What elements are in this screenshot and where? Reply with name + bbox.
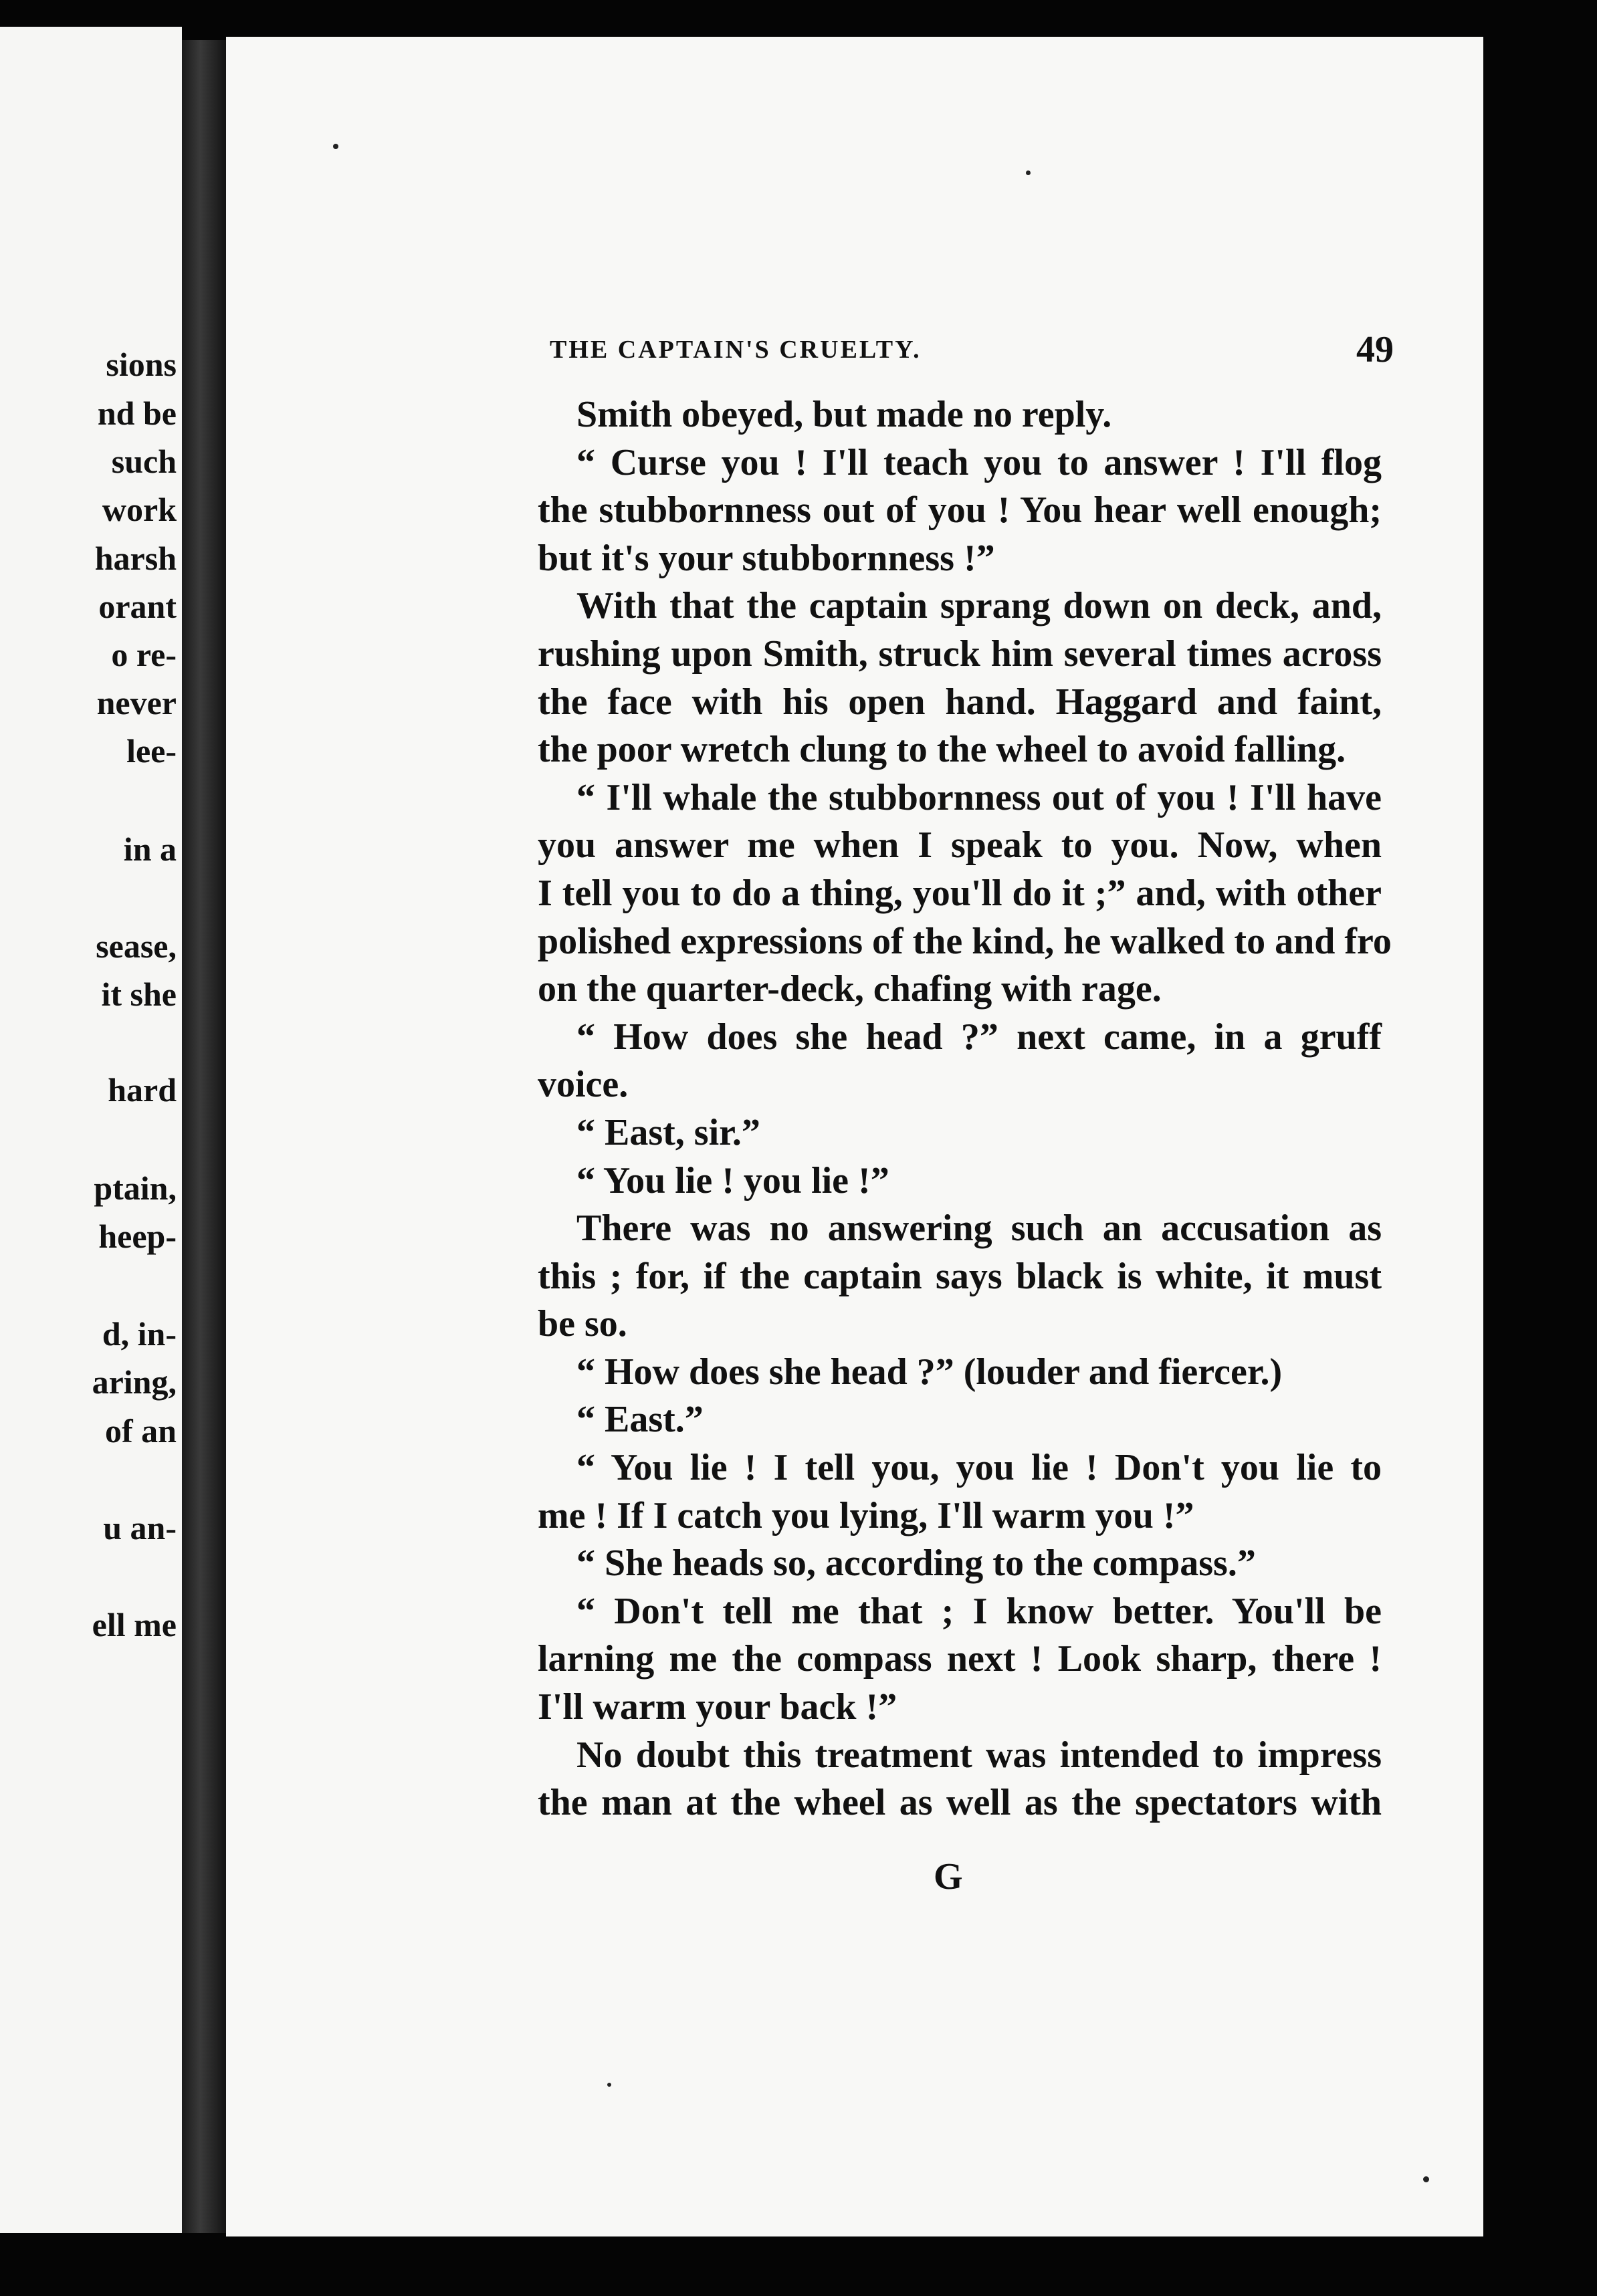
previous-page-line: ell me — [92, 1606, 177, 1643]
previous-page-line: u an- — [103, 1509, 177, 1546]
previous-page-line: lee- — [126, 732, 177, 770]
text-line: on the quarter-deck, chafing with rage. — [538, 968, 1162, 1010]
previous-page-line: such — [111, 443, 177, 480]
text-line: “ How does she head ?” next came, in a gruff — [576, 1016, 1382, 1058]
text-line: “ East.” — [576, 1399, 704, 1441]
dust-speck — [333, 144, 338, 149]
previous-page-line: orant — [98, 588, 177, 625]
text-line: No doubt this treatment was intended to impress — [576, 1734, 1382, 1776]
previous-page-line: in a — [123, 830, 177, 868]
text-line: Smith obeyed, but made no reply. — [576, 394, 1112, 435]
text-line: the stubbornness out of you ! You hear well enough; — [538, 489, 1382, 532]
text-line: I'll warm your back !” — [538, 1686, 897, 1728]
previous-page-line: work — [102, 491, 177, 528]
previous-page-line: harsh — [94, 540, 177, 577]
signature-mark: G — [934, 1856, 963, 1898]
dust-speck — [607, 2083, 611, 2087]
previous-page-fragment — [0, 27, 182, 2233]
body-text — [538, 391, 1392, 1827]
text-line: you answer me when I speak to you. Now, when — [538, 824, 1382, 867]
text-line: “ Curse you ! I'll teach you to answer ! I'll flog — [576, 441, 1382, 483]
text-line: the man at the wheel as well as the spectators with — [538, 1782, 1382, 1824]
text-line: “ I'll whale the stubbornness out of you ! I'll have — [576, 776, 1382, 818]
text-line: the face with his open hand. Haggard and faint, — [538, 681, 1382, 723]
text-line: “ Don't tell me that ; I know better. You'll be — [576, 1590, 1382, 1632]
text-line: the poor wretch clung to the wheel to avoid falling. — [538, 729, 1346, 771]
text-line: be so. — [538, 1303, 627, 1345]
text-line: polished expressions of the kind, he walked to and fro — [538, 920, 1392, 962]
previous-page-line: d, in- — [102, 1315, 177, 1353]
book-gutter — [182, 40, 227, 2233]
page-number: 49 — [1356, 329, 1394, 370]
previous-page-line: heep- — [98, 1218, 177, 1255]
previous-page-line: nd be — [97, 394, 177, 432]
text-line: but it's your stubbornness !” — [538, 537, 995, 579]
text-line: I tell you to do a thing, you'll do it ;” and, with other — [538, 872, 1382, 914]
previous-page-line: aring, — [92, 1363, 177, 1401]
previous-page-line: sease, — [96, 927, 177, 965]
previous-page-line: it she — [101, 975, 177, 1013]
text-line: rushing upon Smith, struck him several times across — [538, 633, 1382, 675]
text-line: “ You lie ! I tell you, you lie ! Don't you lie to — [576, 1447, 1382, 1489]
text-line: “ She heads so, according to the compass.” — [576, 1542, 1256, 1585]
previous-page-line: of an — [105, 1412, 177, 1450]
text-line: “ How does she head ?” (louder and fiercer.) — [576, 1351, 1283, 1393]
running-head: THE CAPTAIN'S CRUELTY. — [550, 336, 922, 364]
dust-speck — [1423, 2176, 1429, 2182]
previous-page-line: ptain, — [94, 1169, 177, 1207]
current-page — [226, 37, 1483, 2236]
text-line: me ! If I catch you lying, I'll warm you !” — [538, 1494, 1194, 1536]
previous-page-line: hard — [108, 1071, 177, 1109]
page-header — [550, 328, 1394, 375]
text-line: voice. — [538, 1064, 629, 1106]
previous-page-line: never — [96, 684, 177, 721]
text-line: There was no answering such an accusation as — [576, 1208, 1382, 1250]
text-line: larning me the compass next ! Look sharp, there ! — [538, 1638, 1382, 1680]
text-line: With that the captain sprang down on deck, and, — [576, 585, 1382, 627]
previous-page-line: sions — [106, 346, 177, 383]
previous-page-line: o re- — [111, 636, 177, 673]
dust-speck — [1026, 170, 1031, 175]
text-line: this ; for, if the captain says black is white, it must — [538, 1255, 1382, 1297]
text-line: “ You lie ! you lie !” — [576, 1159, 889, 1201]
text-line: “ East, sir.” — [576, 1111, 760, 1153]
